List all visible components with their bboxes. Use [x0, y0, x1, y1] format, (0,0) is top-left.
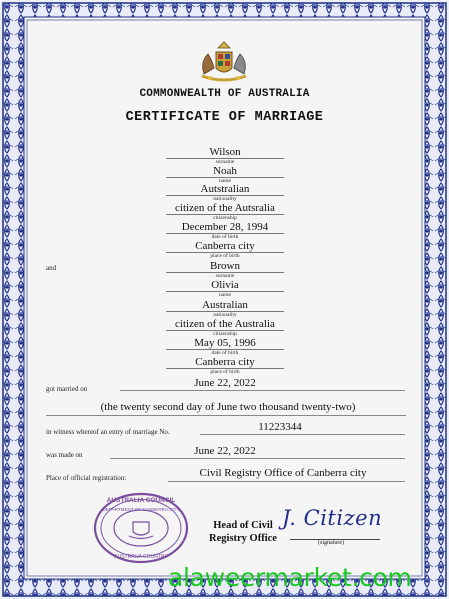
- bride-pob-field: [168, 356, 282, 375]
- bride-nationality-field: [168, 299, 282, 318]
- registration-place-label: Place of official registration:: [46, 474, 127, 482]
- bride-dob: May 05, 1996: [194, 337, 256, 349]
- watermark-text: alaweermarket.com: [168, 563, 412, 592]
- bride-name: Olivia: [211, 279, 239, 291]
- field-caption: date of birth: [211, 350, 239, 356]
- bride-citizenship: citizen of the Australia: [175, 318, 275, 330]
- groom-citizenship-field: [168, 202, 282, 221]
- officer-title-line2: Registry Office: [209, 533, 277, 544]
- officer-signature: J. Citizen: [282, 506, 383, 530]
- groom-surname-field: [168, 146, 282, 165]
- and-label: and: [46, 264, 57, 272]
- field-caption: surname: [215, 273, 235, 279]
- groom-pob-field: [168, 240, 282, 259]
- bride-dob-field: [168, 337, 282, 356]
- bride-surname: Brown: [210, 260, 240, 272]
- signature-caption: (signature): [318, 540, 344, 546]
- field-caption: surname: [215, 159, 235, 165]
- field-caption: date of birth: [211, 234, 239, 240]
- coat-of-arms-icon: [196, 38, 252, 86]
- field-caption: name: [219, 292, 231, 298]
- field-caption: nationality: [213, 312, 237, 318]
- groom-nationality-field: [168, 183, 282, 202]
- groom-nationality: Autstralian: [200, 183, 250, 195]
- bride-surname-field: [168, 260, 282, 279]
- field-caption: citizenship: [213, 215, 237, 221]
- marriage-date: June 22, 2022: [194, 377, 256, 389]
- seal-inner-text: DEPARTMENT OF CANBERRA CITY: [102, 507, 180, 512]
- groom-name: Noah: [213, 165, 237, 177]
- marriage-date-words: (the twenty second day of June two thousand twenty-two): [100, 401, 356, 413]
- entry-label: in witness whereof an entry of marriage No.: [46, 428, 170, 436]
- made-on-label: was made on: [46, 451, 83, 459]
- officer-title: [206, 519, 280, 545]
- official-seal-stamp: [93, 492, 189, 564]
- bride-pob: Canberra city: [195, 356, 255, 368]
- groom-dob-field: [168, 221, 282, 240]
- field-caption: citizenship: [213, 331, 237, 337]
- bride-name-field: [168, 279, 282, 298]
- bride-nationality: Australian: [202, 299, 248, 311]
- field-caption: nationality: [213, 196, 237, 202]
- field-caption: place of birth: [210, 253, 240, 259]
- field-caption: place of birth: [210, 369, 240, 375]
- registration-place: Civil Registry Office of Canberra city: [199, 467, 367, 479]
- entry-number: 11223344: [258, 421, 302, 433]
- groom-name-field: [168, 165, 282, 184]
- field-caption: name: [219, 178, 231, 184]
- made-on-date: June 22, 2022: [194, 445, 256, 457]
- certificate-title: CERTIFICATE OF MARRIAGE: [125, 110, 324, 125]
- married-on-label: got married on: [46, 385, 88, 393]
- seal-bottom-text: AUSTRALIA COUNTRY: [114, 554, 168, 560]
- officer-title-line1: Head of Civil: [213, 520, 273, 531]
- groom-dob: December 28, 1994: [181, 221, 269, 233]
- country-heading: COMMONWEALTH OF AUSTRALIA: [139, 88, 310, 100]
- bride-citizenship-field: [168, 318, 282, 337]
- seal-outer-text: AUSTRALIA COUNCIL: [106, 497, 176, 504]
- groom-citizenship: citizen of the Autsralia: [175, 202, 275, 214]
- groom-pob: Canberra city: [195, 240, 255, 252]
- groom-surname: Wilson: [209, 146, 241, 158]
